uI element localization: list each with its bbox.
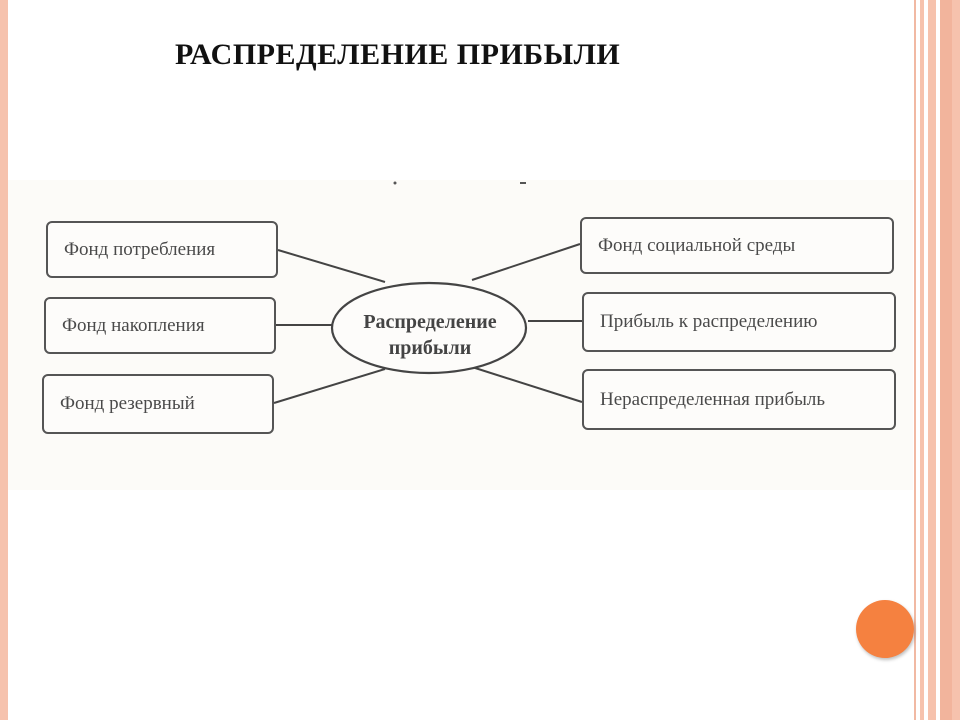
box-retained-profit <box>582 369 896 430</box>
center-node-line2: прибыли <box>388 337 472 359</box>
box-label: Нераспределенная прибыль <box>600 388 826 410</box>
orange-circle-decoration <box>856 600 914 658</box>
box-accumulation-fund <box>44 297 276 354</box>
box-social-fund <box>580 217 894 274</box>
box-consumption-fund <box>46 221 278 278</box>
box-label: Фонд потребления <box>64 238 216 260</box>
box-label: Фонд социальной среды <box>598 234 796 256</box>
box-profit-to-distribute <box>582 292 896 352</box>
connector-line <box>278 250 385 282</box>
center-node-label <box>332 295 528 375</box>
center-node-line1: Распределение <box>363 311 497 333</box>
box-label: Прибыль к распределению <box>600 311 818 332</box>
box-reserve-fund <box>42 374 274 434</box>
box-label: Фонд накопления <box>62 314 205 336</box>
connector-line <box>472 244 580 280</box>
slide-title: РАСПРЕДЕЛЕНИЕ ПРИБЫЛИ <box>175 38 621 71</box>
box-label: Фонд резервный <box>60 393 195 414</box>
scan-mark <box>394 182 397 185</box>
